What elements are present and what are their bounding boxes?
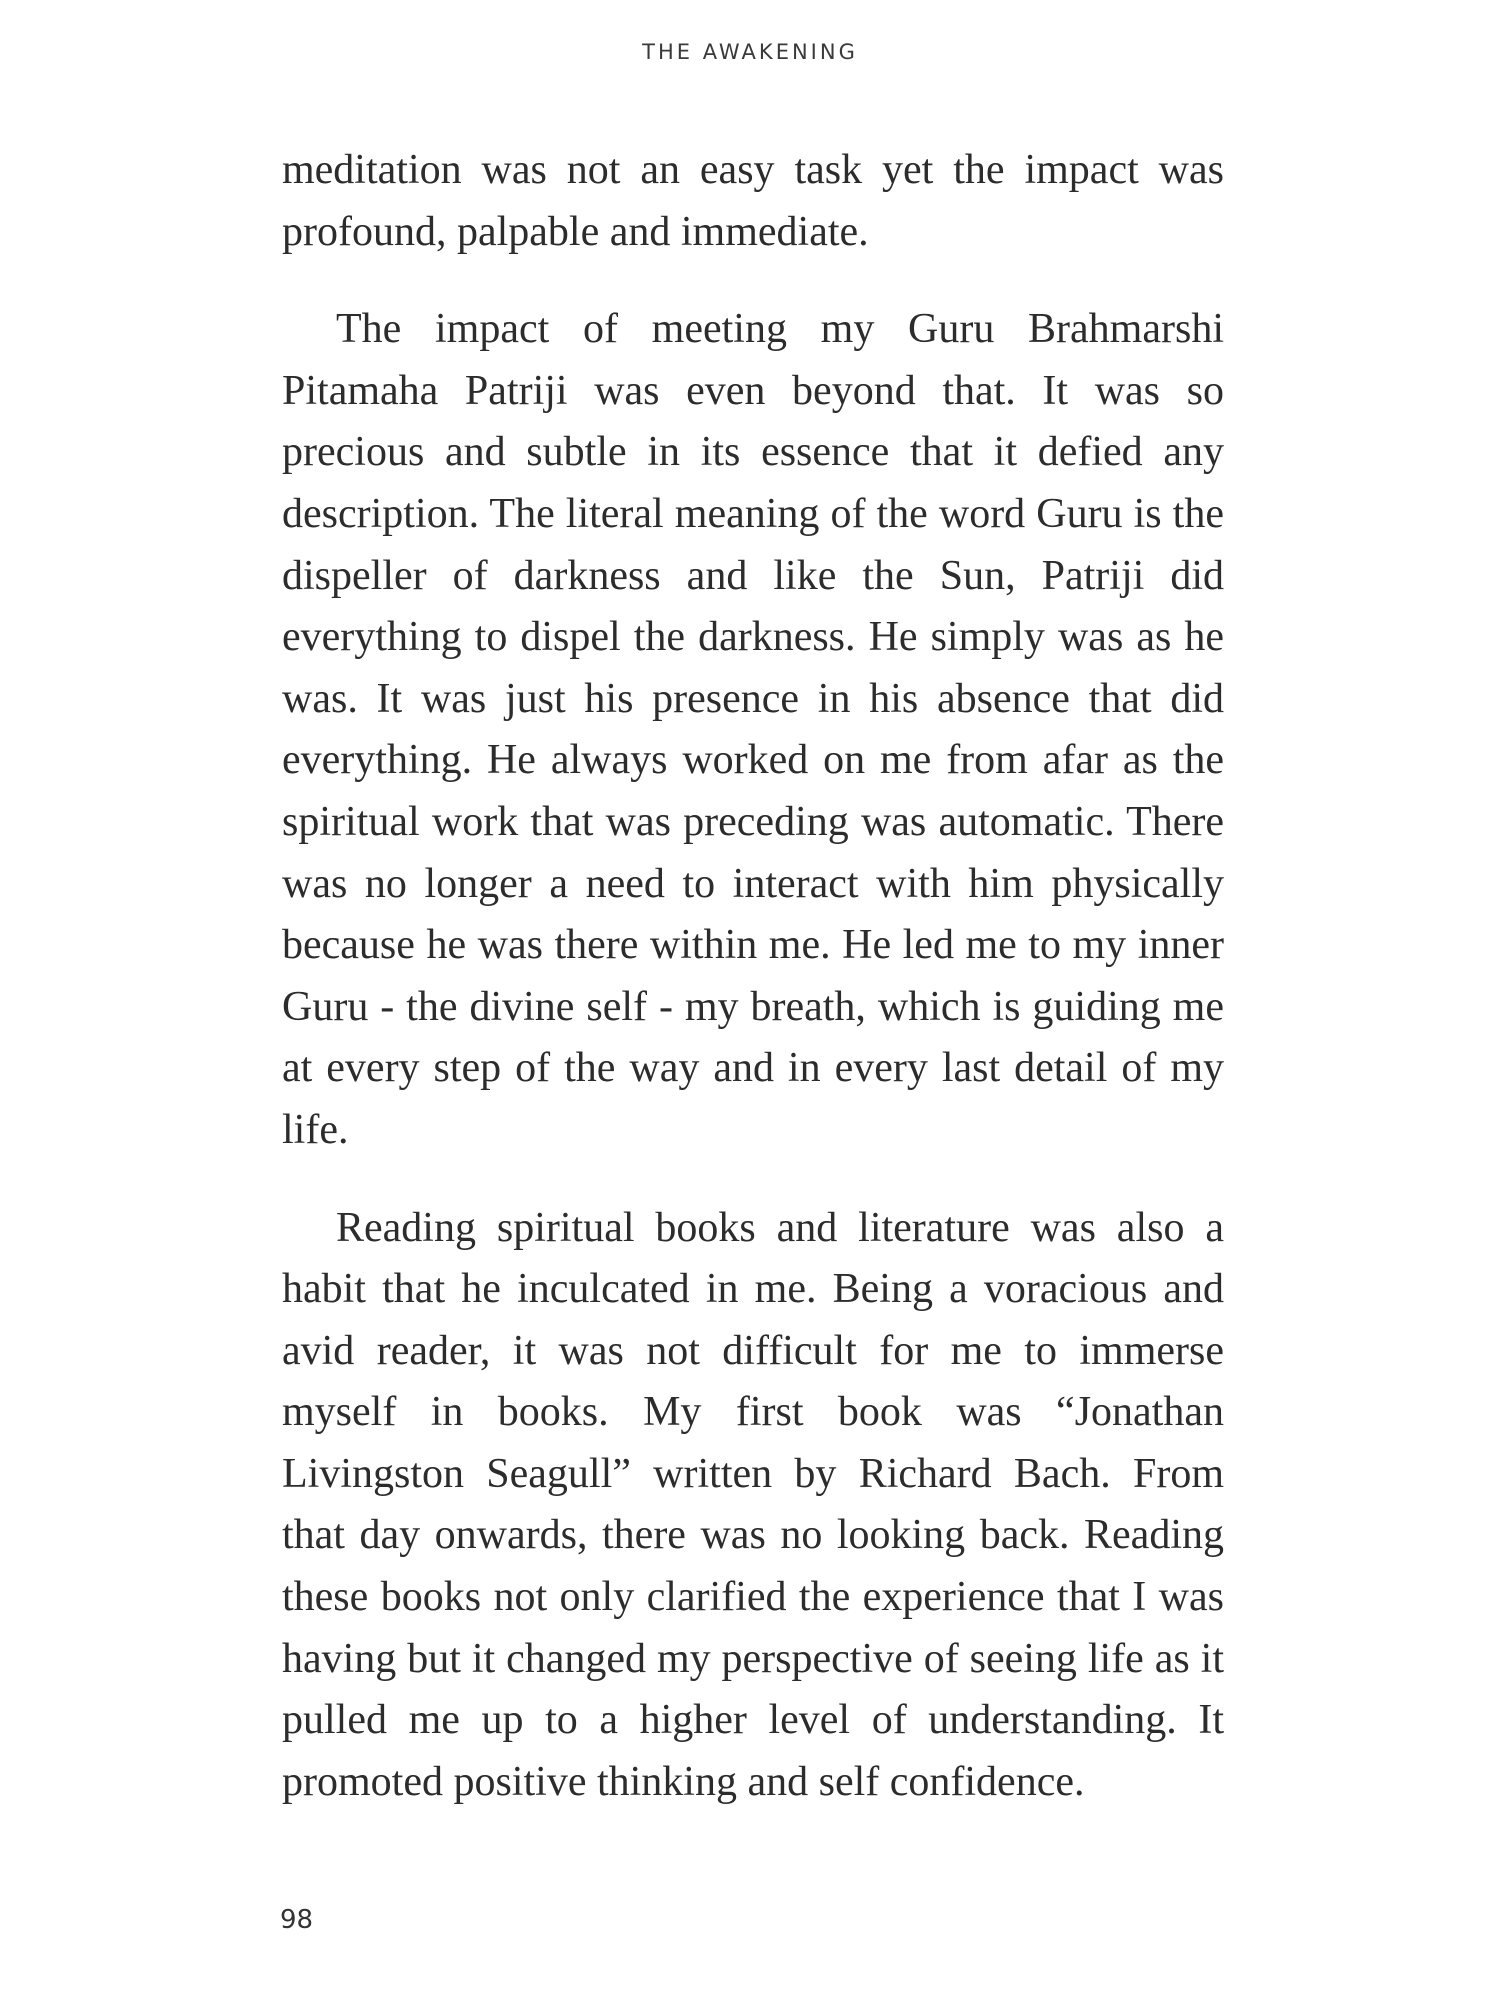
body-text: [282, 140, 1224, 1849]
page-number: 98: [280, 1905, 314, 1935]
paragraph-guru: The impact of meeting my Guru Brahmarshi Pitamaha Patriji was even beyond that. It was so precious and subtle in its essence that it defied any description. The literal meaning of the word Guru is the dispeller of darkness and like the Sun, Patriji did everything to dispel the darkness. He simply was as he was. It was just his presence in his absence that did everything. He always worked on me from afar as the spiritual work that was preceding was automatic. There was no longer a need to interact with him physically because he was there within me. He led me to my inner Guru - the divine self - my breath, which is guiding me at every step of the way and in every last detail of my life.: [282, 306, 1224, 1153]
paragraph-continuation: meditation was not an easy task yet the impact was profound, palpable and immediate.: [282, 147, 1224, 255]
paragraph-reading: Reading spiritual books and literature was also a habit that he inculcated in me. Being a voracious and avid reader, it was not difficult for me to immerse myself in books. My first book was “Jonathan Livingston Seagull” written by Richard Bach. From that day onwards, there was no looking back. Reading these books not only clarified the experience that I was having but it changed my perspective of seeing life as it pulled me up to a higher level of understanding. It promoted positive thinking and self confidence.: [282, 1204, 1224, 1805]
running-title: THE AWAKENING: [642, 40, 858, 64]
